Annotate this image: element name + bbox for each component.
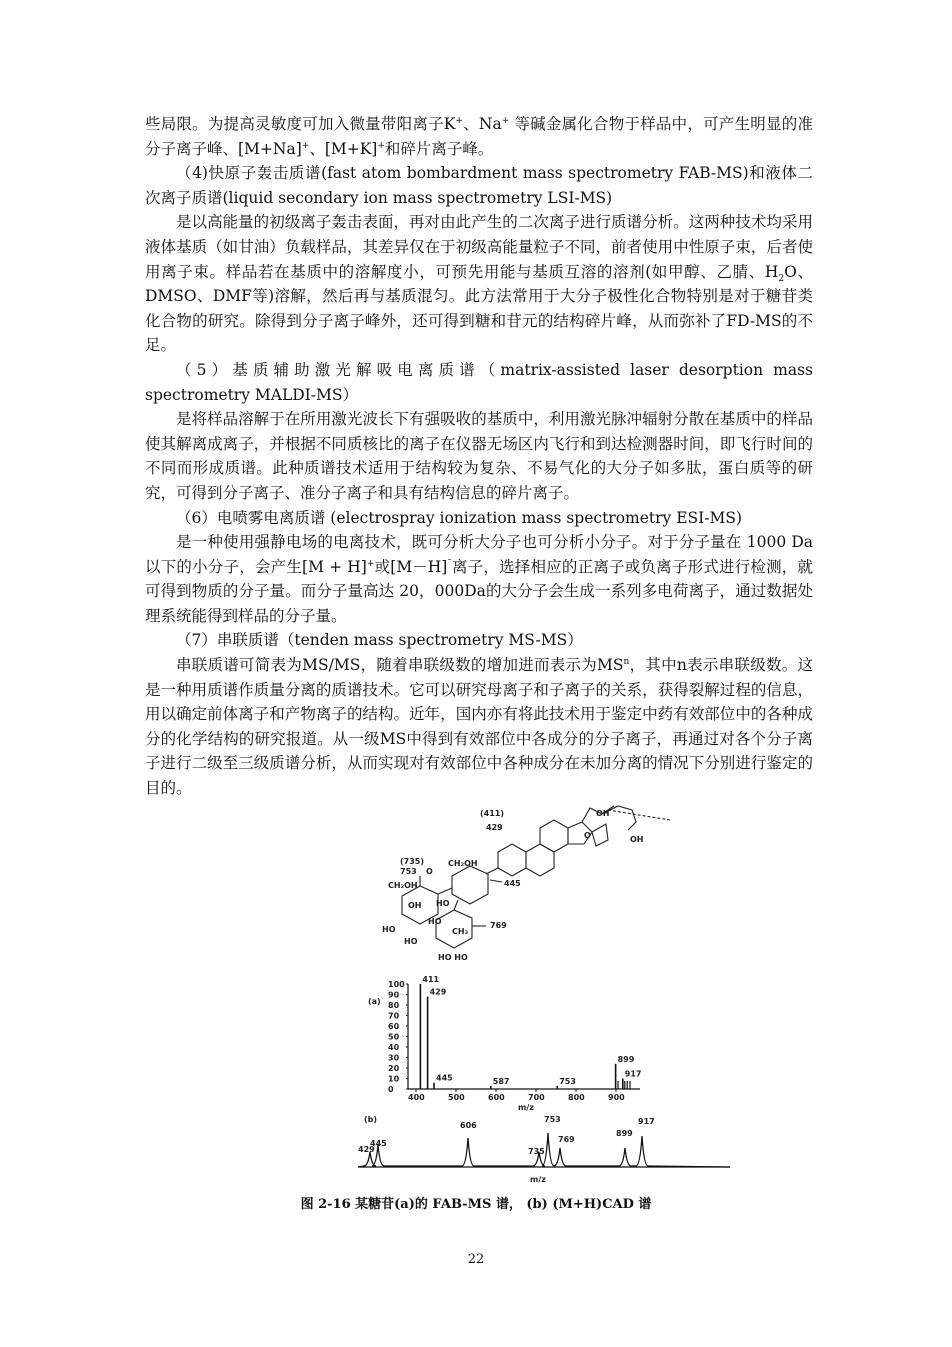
paragraph [145,628,813,653]
steroid-ring-a [498,844,526,876]
label-769: 769 [490,921,507,930]
peak-label: 445 [436,1073,453,1083]
x-tick-label: 600 [488,1093,505,1102]
y-tick-label: 10 [388,1074,400,1084]
paragraph [145,161,813,210]
label-ho-2: HO [382,925,396,934]
sugar-link-2 [454,900,458,910]
label-ch3: CH₃ [452,927,469,936]
y-tick-label: 40 [388,1043,400,1052]
y-tick-label: 100 [388,980,405,989]
superscript: n [623,656,630,667]
peak-label: 769 [558,1135,575,1144]
x-tick-label: 500 [448,1093,465,1102]
text-run: 离子，选择相应的正离子或负离子形式进行检测，就可得到物质的分子量。而分子量高达 20，000Da的大分子会生成一系列多电荷离子，通过数据处理系统能得到样品的分子量。 [145,557,814,625]
sugar-ring-1 [452,866,488,904]
text-run: （4)快原子轰击质谱(fast atom bombardment mass spectrometry FAB-MS)和液体二次离子质谱(liquid secondary ion mass spectrometry LSI-MS) [145,164,813,207]
text-run: 或[M－H] [374,557,448,576]
superscript: + [501,115,510,126]
sugar-link-1 [438,888,452,894]
x-tick-label: 400 [408,1093,425,1102]
x-tick-label: 800 [568,1093,585,1102]
steroid-ring-b [526,844,554,876]
spectrum-a-x-label: m/z [518,1103,534,1112]
superscript: + [377,140,385,151]
peak-label: 411 [422,975,440,984]
superscript: ¯ [447,558,452,569]
page-number: 22 [467,1252,485,1267]
text-run: （7）串联质谱（tenden mass spectrometry MS-MS） [176,631,583,650]
figure-2-16 [340,800,740,1184]
label-o-2: O [584,831,591,840]
label-ho-ho: HO HO [438,953,468,962]
label-oh-3: OH [630,835,644,844]
superscript: + [301,140,310,151]
steroid-ring-c [540,820,568,852]
y-tick-label: 50 [388,1032,400,1042]
spectrum-b-panel-label: (b) [364,1115,378,1124]
label-ho-4: HO [404,937,418,946]
peak-label: 587 [492,1076,510,1086]
y-tick-label: 0 [388,1085,394,1094]
figure-caption: 图 2-16 某糖苷(a)的 FAB-MS 谱， (b) (M+H)CAD 谱 [300,1197,652,1212]
label-ho-3: HO [428,917,442,926]
peak-label: 917 [638,1117,655,1126]
glycoside-link [486,868,498,874]
structure-labels [382,809,644,962]
text-run: 些局限。为提高灵敏度可加入微量带阳离子K [145,115,456,133]
spectrum-b-x-label: m/z [530,1175,546,1184]
chemical-structure [402,806,670,948]
fragment-arrow-445 [490,880,502,882]
y-tick-label: 80 [388,1001,400,1010]
text-run: ，其中n表示串联级数。这是一种用质谱作质量分离的质谱技术。它可以研究母离子和子离子的关系，获得裂解过程的信息，用以确定前体离子和产物离子的结构。近年，国内亦有将此技术用于鉴定中药有效部位中的各种成分的化学结构的研究报道。从一级MS中得到有效部位中各成分的分子离子，再通过对各个分子离子进行二级至三级质谱分析，从而实现对有效部位中各种成分在未加分离的情况下分别进行鉴定的目的。 [145,656,813,798]
label-445: 445 [504,879,521,888]
superscript: + [366,558,375,569]
paragraph [145,407,813,505]
label-o-1: O [426,867,433,876]
label-411: (411) [480,809,505,818]
text-run: 、Na [462,115,502,133]
peak-label: 753 [544,1115,561,1124]
paragraph [145,112,813,161]
superscript: + [455,115,463,126]
text-run: O、DMSO、DMF等)溶解，然后再与基质混匀。此方法常用于大分子极性化合物特别是对于糖苷类化合物的研究。除得到分子离子峰外，还可得到糖和苷元的结构碎片峰，从而弥补了FD-MS的不足。 [145,262,813,355]
label-oh-1: OH [408,901,422,910]
paragraph [145,530,813,628]
label-753: 753 [400,867,417,876]
text-run: （6）电喷雾电离质谱 (electrospray ionization mass spectrometry ESI-MS) [176,508,743,527]
text-run: 串联质谱可简表为MS/MS，随着串联级数的增加进而表示为MS [176,656,624,675]
peak-label: 429 [429,987,447,997]
peak-label: 606 [460,1121,477,1130]
x-tick-label: 700 [528,1093,545,1102]
text-run: （5）基质辅助激光解吸电离质谱（matrix-assisted laser desorption mass spectrometry MALDI-MS） [145,360,813,404]
peak-label: 917 [624,1069,642,1079]
spiro-ring [592,824,608,846]
subscript: 2 [778,273,785,284]
spectrum-a-panel-label: (a) [368,997,381,1006]
paragraph [145,358,813,407]
text-run: 等碱金属化合物于样品中，可产生明显的准分子离子峰、[M+Na] [145,115,813,158]
text-run: 是一种使用强静电场的电离技术，既可分析大分子也可分析小分子。对于分子量在 1000 Da以下的小分子，会产生[M + H] [145,533,813,576]
spectrum-b [358,1115,730,1184]
peak-label: 899 [617,1054,635,1064]
peak-label: 735 [528,1147,545,1156]
label-ch2oh-1: CH₂OH [448,859,478,868]
dashed-chain [608,810,670,820]
spectrum-a [368,975,642,1112]
y-tick-label: 60 [388,1022,400,1031]
y-tick-label: 20 [388,1064,400,1073]
y-tick-label: 30 [388,1053,400,1063]
x-tick-label: 900 [608,1093,625,1102]
text-run: 是以高能量的初级离子轰击表面，再对由此产生的二次离子进行质谱分析。这两种技术均采用液体基质（如甘油）负载样品，其差异仅在于初级高能量粒子不同，前者使用中性原子束，后者使用离子束。样品若在基质中的溶解度小，可预先用能与基质互溶的溶剂(如甲醇、乙腈、H [145,213,813,281]
y-tick-label: 90 [388,990,400,1000]
paragraph [145,653,813,801]
text-run: 是将样品溶解于在所用激光波长下有强吸收的基质中，利用激光脉冲辐射分散在基质中的样品使其解离成离子，并根据不同质核比的离子在仪器无场区内飞行和到达检测器时间，即飞行时间的不同而形成质谱。此种质谱技术适用于结构较为复杂、不易气化的大分子如多肽，蛋白质等的研究，可得到分子离子、准分子离子和具有结构信息的碎片离子。 [145,410,813,502]
paragraph [145,506,813,531]
peak-label: 753 [559,1076,576,1086]
body-text [145,112,813,801]
paragraph [145,210,813,358]
label-oh-2: OH [596,809,610,818]
peak-label: 899 [616,1129,633,1138]
label-735: (735) [400,857,425,866]
label-ch2oh-2: CH₂OH [388,881,418,890]
figure-svg [340,800,740,1184]
label-ho-1: HO [436,899,450,908]
text-run: 、[M+K] [309,139,378,158]
text-run: 和碎片离子峰。 [384,139,494,158]
label-429: 429 [486,823,503,832]
peak-label: 445 [370,1139,387,1148]
y-tick-label: 70 [388,1011,400,1021]
peak-label: 429 [358,1145,375,1154]
